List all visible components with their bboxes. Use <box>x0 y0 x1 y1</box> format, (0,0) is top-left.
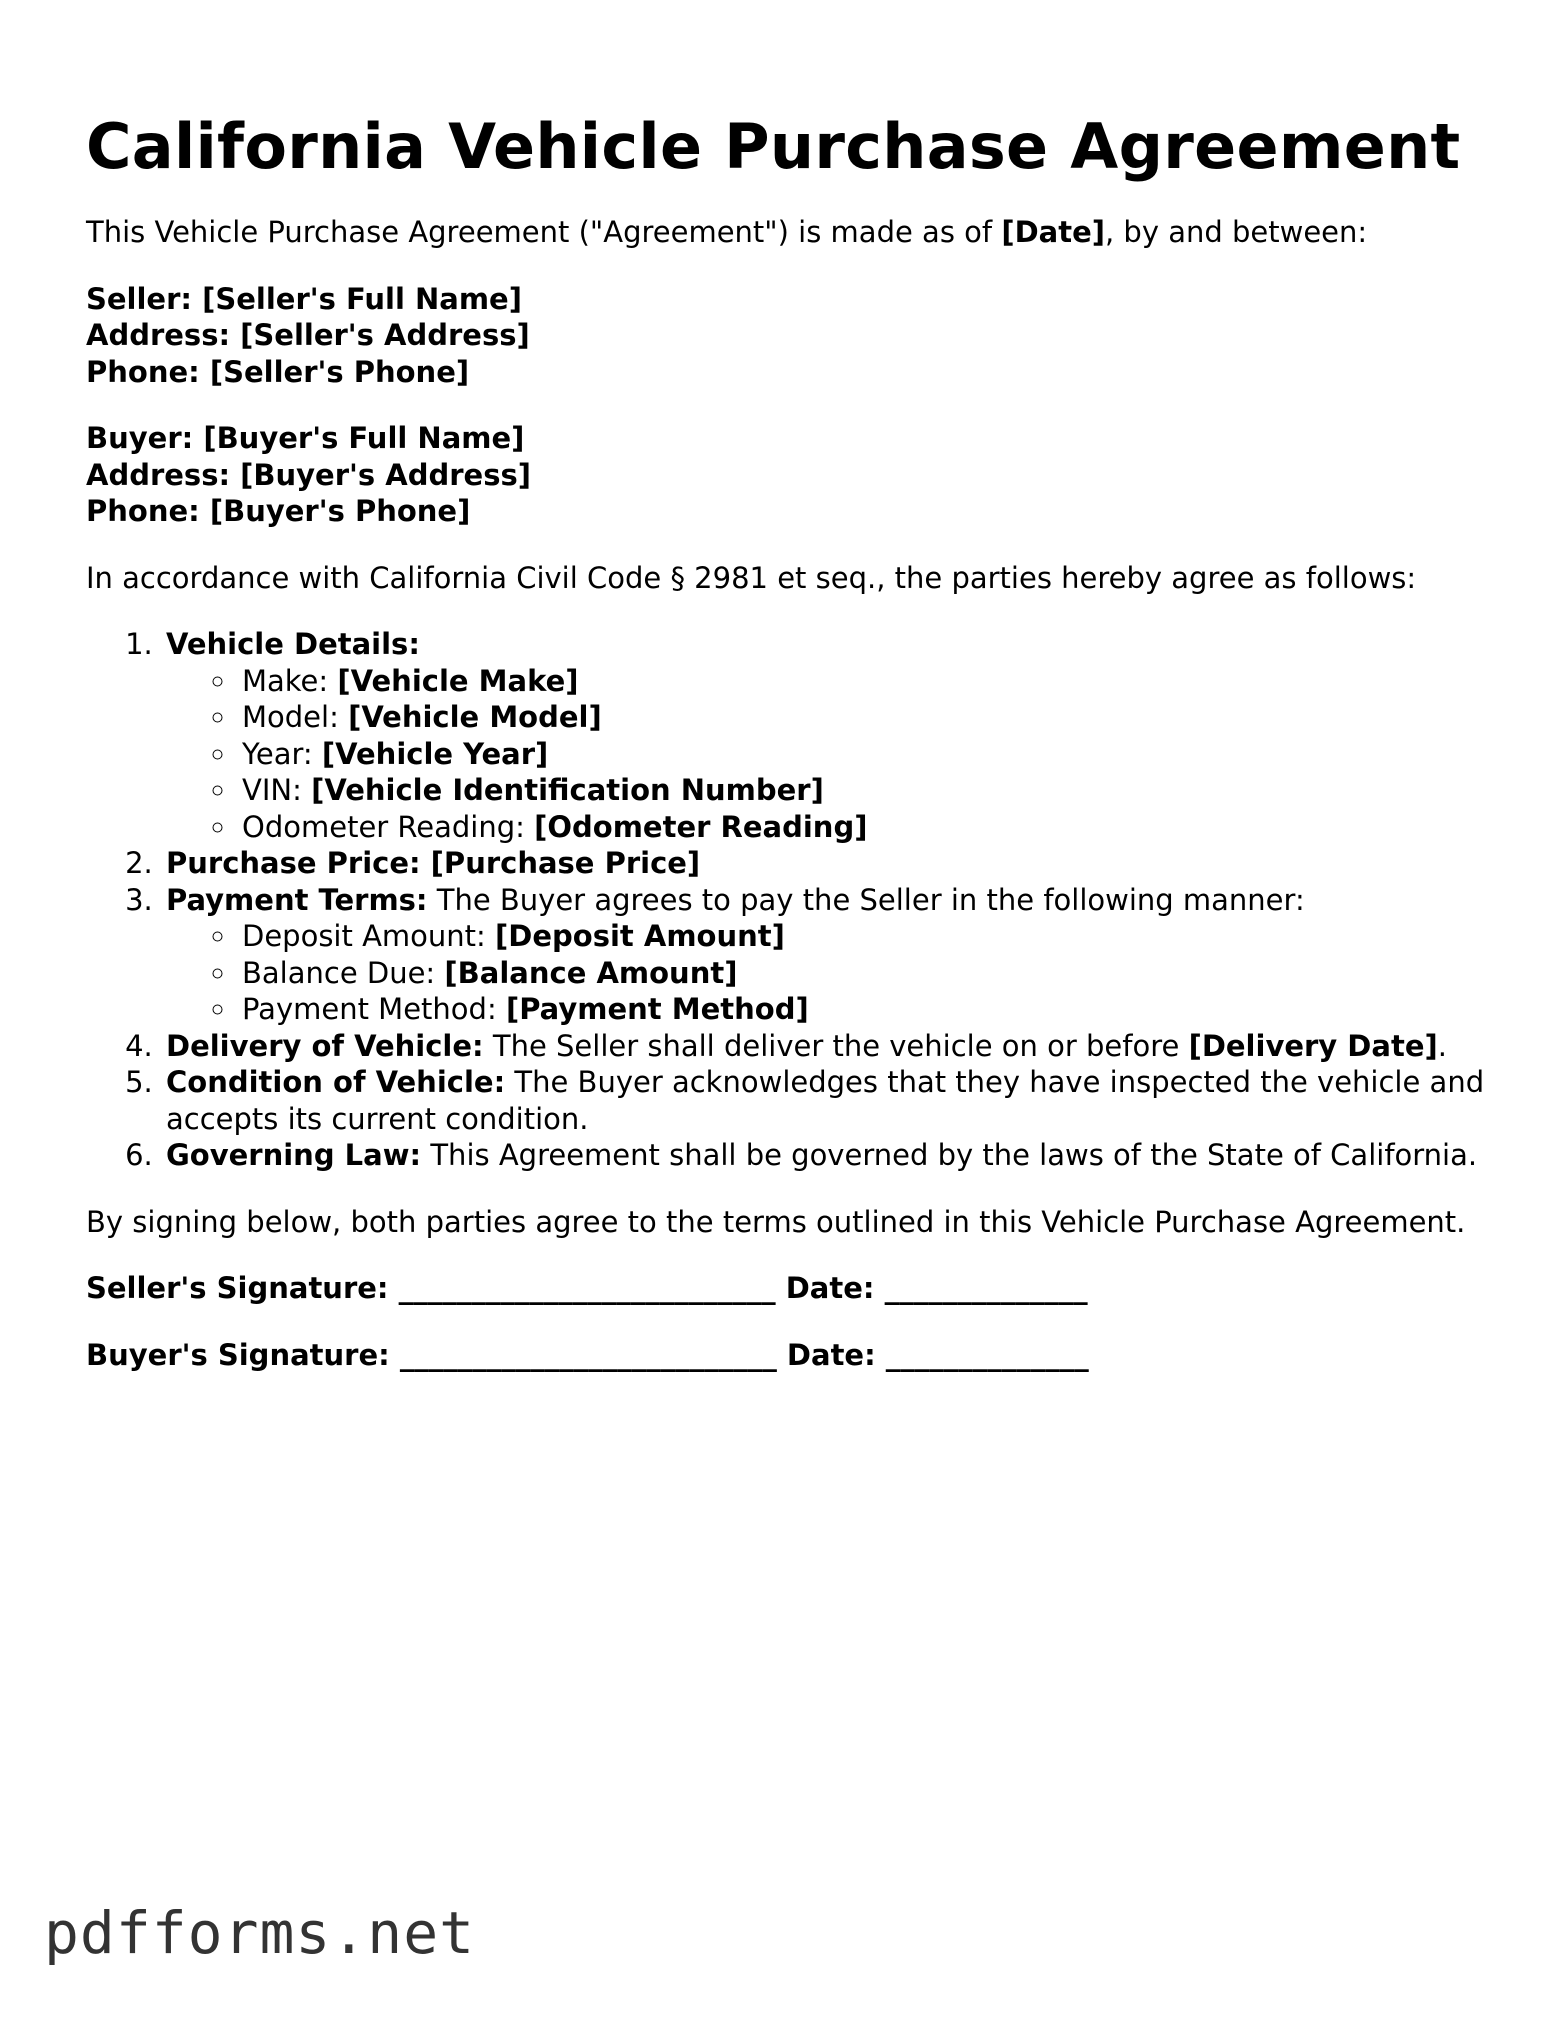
term-text: This Agreement shall be governed by the laws of the State of California. <box>421 1138 1478 1172</box>
field-placeholder: [Odometer Reading] <box>534 809 868 844</box>
document-page <box>86 108 1486 1403</box>
term-delivery <box>162 1028 1486 1065</box>
field-label: VIN: <box>242 773 312 807</box>
closing-paragraph: By signing below, both parties agree to the terms outlined in this Vehicle Purchase Agreement. <box>86 1204 1466 1239</box>
seller-block <box>86 281 1486 391</box>
field-placeholder: [Vehicle Year] <box>321 736 549 771</box>
deposit-item <box>238 918 1486 955</box>
buyer-name: Buyer: [Buyer's Full Name] <box>86 421 525 455</box>
seller-phone: Phone: [Seller's Phone] <box>86 354 470 389</box>
term-heading: Governing Law: <box>166 1138 422 1172</box>
watermark-logo: pdfforms.net <box>44 1899 476 1967</box>
field-label: Make: <box>242 663 338 698</box>
terms-list <box>86 626 1486 1174</box>
term-governing-law <box>162 1137 1486 1174</box>
field-label: Odometer Reading: <box>242 809 535 844</box>
term-heading: Vehicle Details: <box>166 627 420 661</box>
field-label: Balance Due: <box>242 955 445 990</box>
field-label: Year: <box>242 736 322 771</box>
term-payment-terms <box>162 882 1486 1028</box>
document-title: California Vehicle Purchase Agreement <box>86 110 1461 183</box>
seller-signature-line[interactable]: Seller's Signature: __________________________ Date: ______________ <box>86 1271 1088 1305</box>
buyer-address: Address: [Buyer's Address] <box>86 457 531 492</box>
seller-name: Seller: [Seller's Full Name] <box>86 281 522 316</box>
balance-item <box>238 955 1486 992</box>
accordance-paragraph: In accordance with California Civil Code § 2981 et seq., the parties hereby agree as follows: <box>86 560 1417 595</box>
field-placeholder: [Payment Method] <box>505 992 809 1026</box>
payment-terms-list <box>166 918 1486 1028</box>
vehicle-vin-item <box>238 772 1486 809</box>
field-placeholder: [Vehicle Model] <box>348 700 602 734</box>
term-condition <box>162 1064 1486 1137</box>
payment-method-item <box>238 991 1486 1028</box>
term-heading: Delivery of Vehicle: <box>166 1028 484 1063</box>
term-vehicle-details <box>162 626 1486 845</box>
vehicle-details-list <box>166 663 1486 846</box>
intro-prefix: This Vehicle Purchase Agreement ("Agreement") is made as of <box>86 215 1002 249</box>
field-label: Model: <box>242 700 349 734</box>
term-text: The Buyer agrees to pay the Seller in the following manner: <box>427 882 1305 917</box>
date-placeholder: [Date] <box>1001 215 1105 249</box>
term-heading: Condition of Vehicle: <box>166 1065 506 1099</box>
term-heading: Purchase Price: [Purchase Price] <box>166 846 701 880</box>
vehicle-year-item <box>238 736 1486 773</box>
term-text: The Seller shall deliver the vehicle on or before <box>483 1028 1189 1063</box>
term-heading: Payment Terms: <box>166 882 428 917</box>
field-placeholder: [Vehicle Make] <box>337 663 579 698</box>
vehicle-model-item <box>238 699 1486 736</box>
term-text: The Buyer acknowledges that they have inspected the vehicle and accepts its current condition. <box>166 1065 1485 1136</box>
field-placeholder: [Balance Amount] <box>444 955 738 990</box>
field-label: Deposit Amount: <box>242 919 496 953</box>
intro-suffix: , by and between: <box>1105 215 1368 249</box>
vehicle-make-item <box>238 663 1486 700</box>
term-end: . <box>1437 1028 1447 1063</box>
field-placeholder: [Deposit Amount] <box>495 919 785 953</box>
intro-paragraph <box>86 214 1486 251</box>
buyer-phone: Phone: [Buyer's Phone] <box>86 494 471 528</box>
term-purchase-price <box>162 845 1486 882</box>
delivery-date-placeholder: [Delivery Date] <box>1188 1028 1438 1063</box>
field-label: Payment Method: <box>242 992 506 1026</box>
seller-address: Address: [Seller's Address] <box>86 318 530 352</box>
buyer-block <box>86 420 1486 530</box>
buyer-signature-line[interactable]: Buyer's Signature: __________________________ Date: ______________ <box>86 1337 1089 1372</box>
vehicle-odometer-item <box>238 809 1486 846</box>
field-placeholder: [Vehicle Identification Number] <box>311 773 824 807</box>
